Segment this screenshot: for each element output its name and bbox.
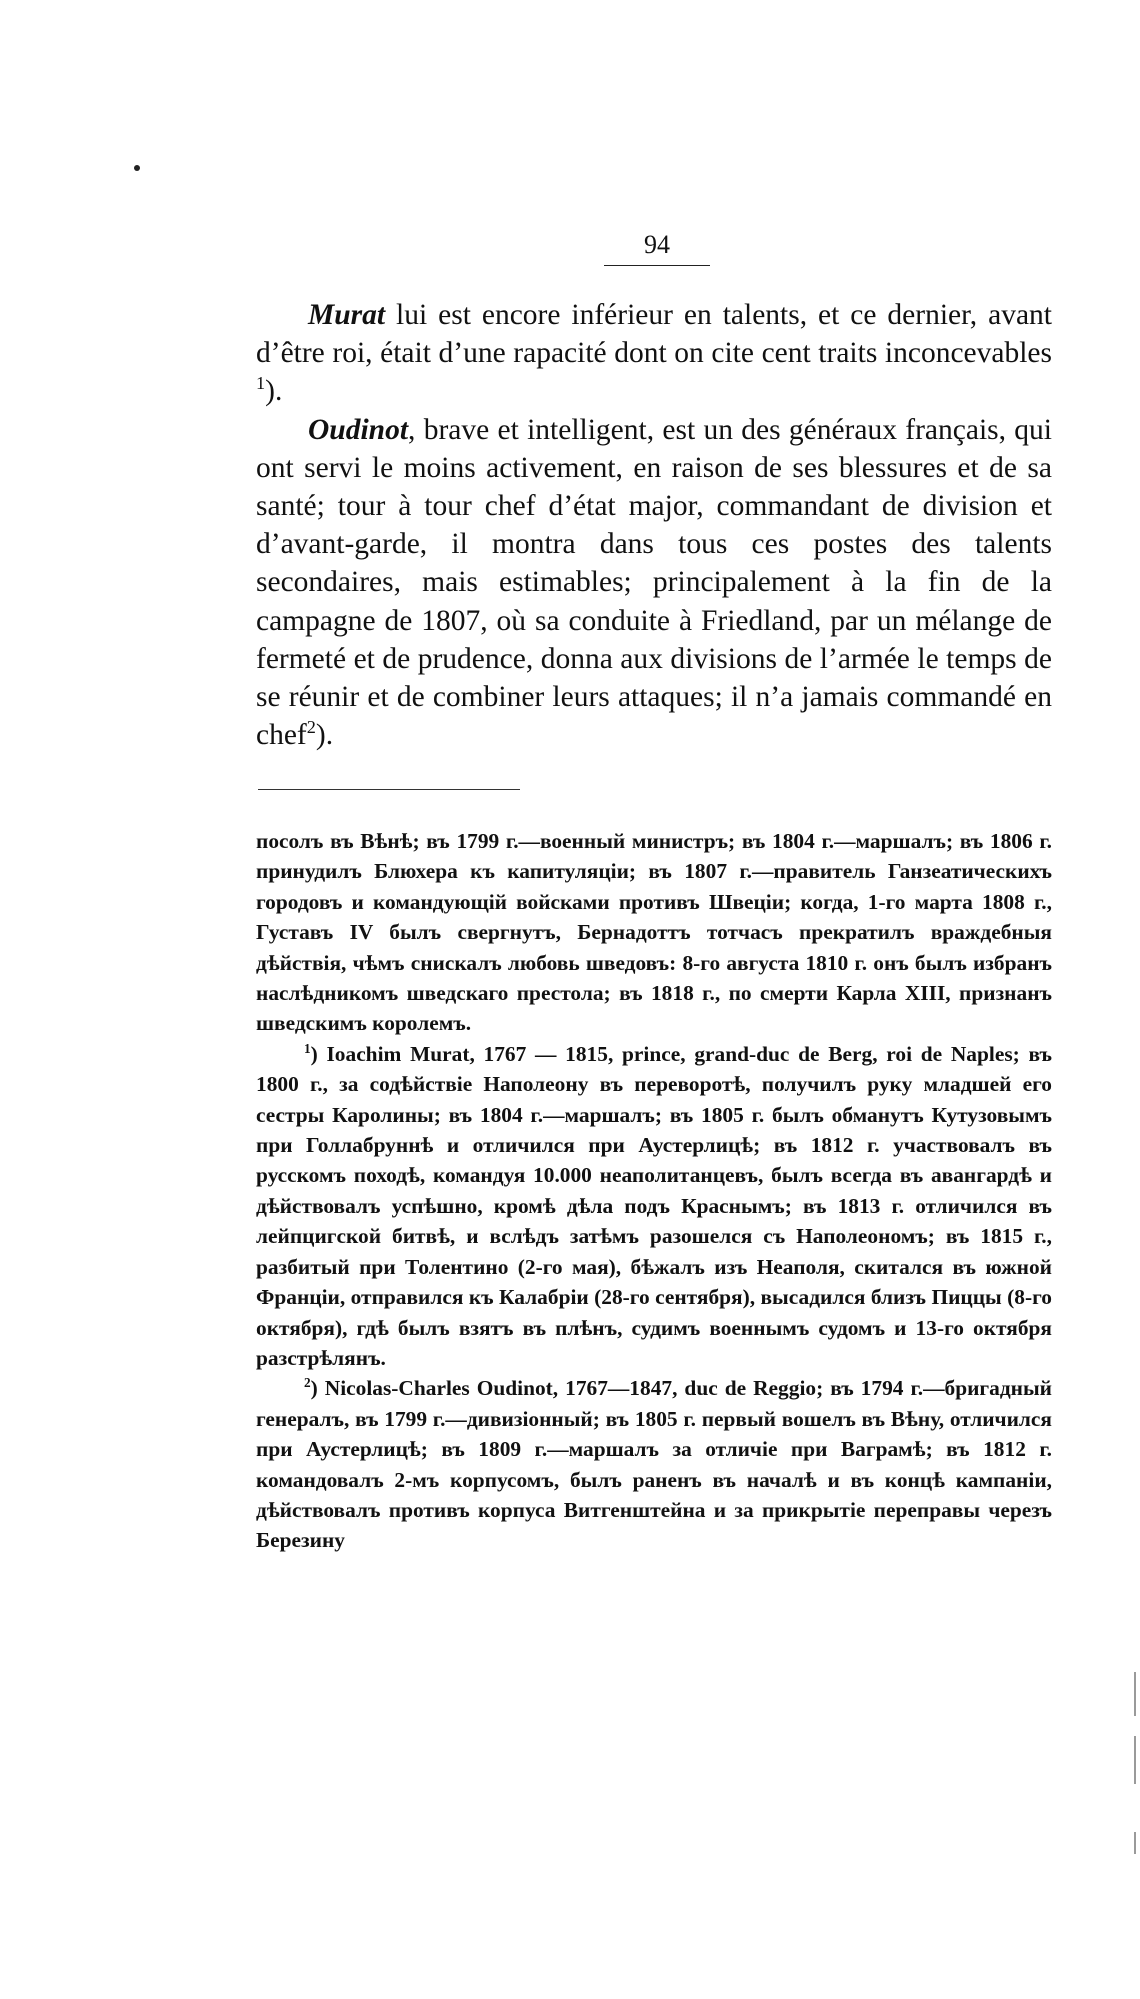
paragraph-oudinot-end: ). xyxy=(315,719,334,752)
footnote-ref-1: 1 xyxy=(256,373,266,394)
footnote-separator xyxy=(258,789,520,790)
footnote-1 xyxy=(256,1039,1052,1373)
footnote-1-mark: 1 xyxy=(304,1040,311,1056)
paragraph-murat-text: lui est encore inférieur en talents, et ce dernier, avant d’être roi, était d’une rapacité dont on cite cent traits inconcevables xyxy=(256,299,1052,370)
main-text xyxy=(256,296,1052,754)
footnote-continuation: посолъ въ Вѣнѣ; въ 1799 г.—военный министръ; въ 1804 г.—маршалъ; въ 1806 г. принудилъ Блюхера къ капитуляціи; въ 1807 г.—правитель Ганзеатическихъ городовъ и командующій войсками противъ Швеціи; когда, 1-го марта 1808 г., Густавъ IV былъ свергнутъ, Бернадоттъ тотчасъ прекратилъ враждебныя дѣйствія, чѣмъ снискалъ любовь шведовъ: 8-го августа 1810 г. онъ былъ избранъ наслѣдникомъ шведскаго престола; въ 1818 г., по смерти Карла XIII, признанъ шведскимъ королемъ. xyxy=(256,829,1052,1036)
page-number-underline xyxy=(604,265,710,266)
footnotes xyxy=(256,826,1052,1556)
scan-edge-mark xyxy=(1134,1832,1136,1854)
paragraph-oudinot xyxy=(256,411,1052,755)
name-murat: Murat xyxy=(308,299,386,331)
scan-edge-mark xyxy=(1134,1736,1136,1784)
scan-edge-mark xyxy=(1134,1672,1136,1716)
paragraph-oudinot-text: , brave et intelligent, est un des généraux français, qui ont servi le moins activement, en raison de ses blessures et de sa santé; tour à tour chef d’état major, commandant de division et d’avant-garde, il montra dans tous ces postes des talents secondaires, mais estimables; principalement à la fin de la campagne de 1807, où sa conduite à Friedland, par un mélange de fermeté et de prudence, donna aux divisions de l’armée le temps de se réunir et de combiner leurs attaques; il n’a jamais commandé en chef xyxy=(256,413,1052,752)
name-oudinot: Oudinot xyxy=(308,413,409,446)
stray-ink-dot xyxy=(134,165,140,171)
footnote-ref-2: 2 xyxy=(306,717,316,738)
footnote-2 xyxy=(256,1373,1052,1555)
footnote-2-mark: 2 xyxy=(304,1375,311,1391)
paragraph-murat xyxy=(256,296,1052,411)
footnote-2-text: ) Nicolas-Charles Oudinot, 1767—1847, duc de Reggio; въ 1794 г.—бригадный генералъ, въ 1799 г.—дивизіонный; въ 1805 г. первый вошелъ въ Вѣну, отличился при Аустерлицѣ; въ 1809 г.—маршалъ за отличіе при Ваграмѣ; въ 1812 г. командовалъ 2-мъ корпусомъ, былъ раненъ въ началѣ и въ концѣ кампаніи, дѣйствовалъ противъ корпуса Витгенштейна и за прикрытіе переправы черезъ Березину xyxy=(256,1376,1052,1553)
paragraph-murat-end: ). xyxy=(265,375,283,408)
page-number: 94 xyxy=(644,230,670,259)
footnote-1-text: ) Ioachim Murat, 1767 — 1815, prince, grand-duc de Berg, roi de Naples; въ 1800 г., за содѣйствіе Наполеону въ переворотѣ, получилъ руку младшей его сестры Каролины; въ 1804 г.—маршалъ; въ 1805 г. былъ обманутъ Кутузовымъ при Голлабруннѣ и отличился при Аустерлицѣ; въ 1812 г. участвовалъ въ русскомъ походѣ, командуя 10.000 неаполитанцевъ, былъ всегда въ авангардѣ и дѣйствовалъ успѣшно, кромѣ дѣла подъ Краснымъ; въ 1813 г. отличился въ лейпцигской битвѣ, и вслѣдъ затѣмъ разошелся съ Наполеономъ; въ 1815 г., разбитый при Толентино (2-го мая), бѣжалъ изъ Неаполя, скитался въ южной Франціи, отправился къ Калабріи (28-го сентября), высадился близъ Пиццы (8-го октября), гдѣ былъ взятъ въ плѣнъ, судимъ военнымъ судомъ и 13-го октября разстрѣлянъ. xyxy=(256,1041,1052,1370)
